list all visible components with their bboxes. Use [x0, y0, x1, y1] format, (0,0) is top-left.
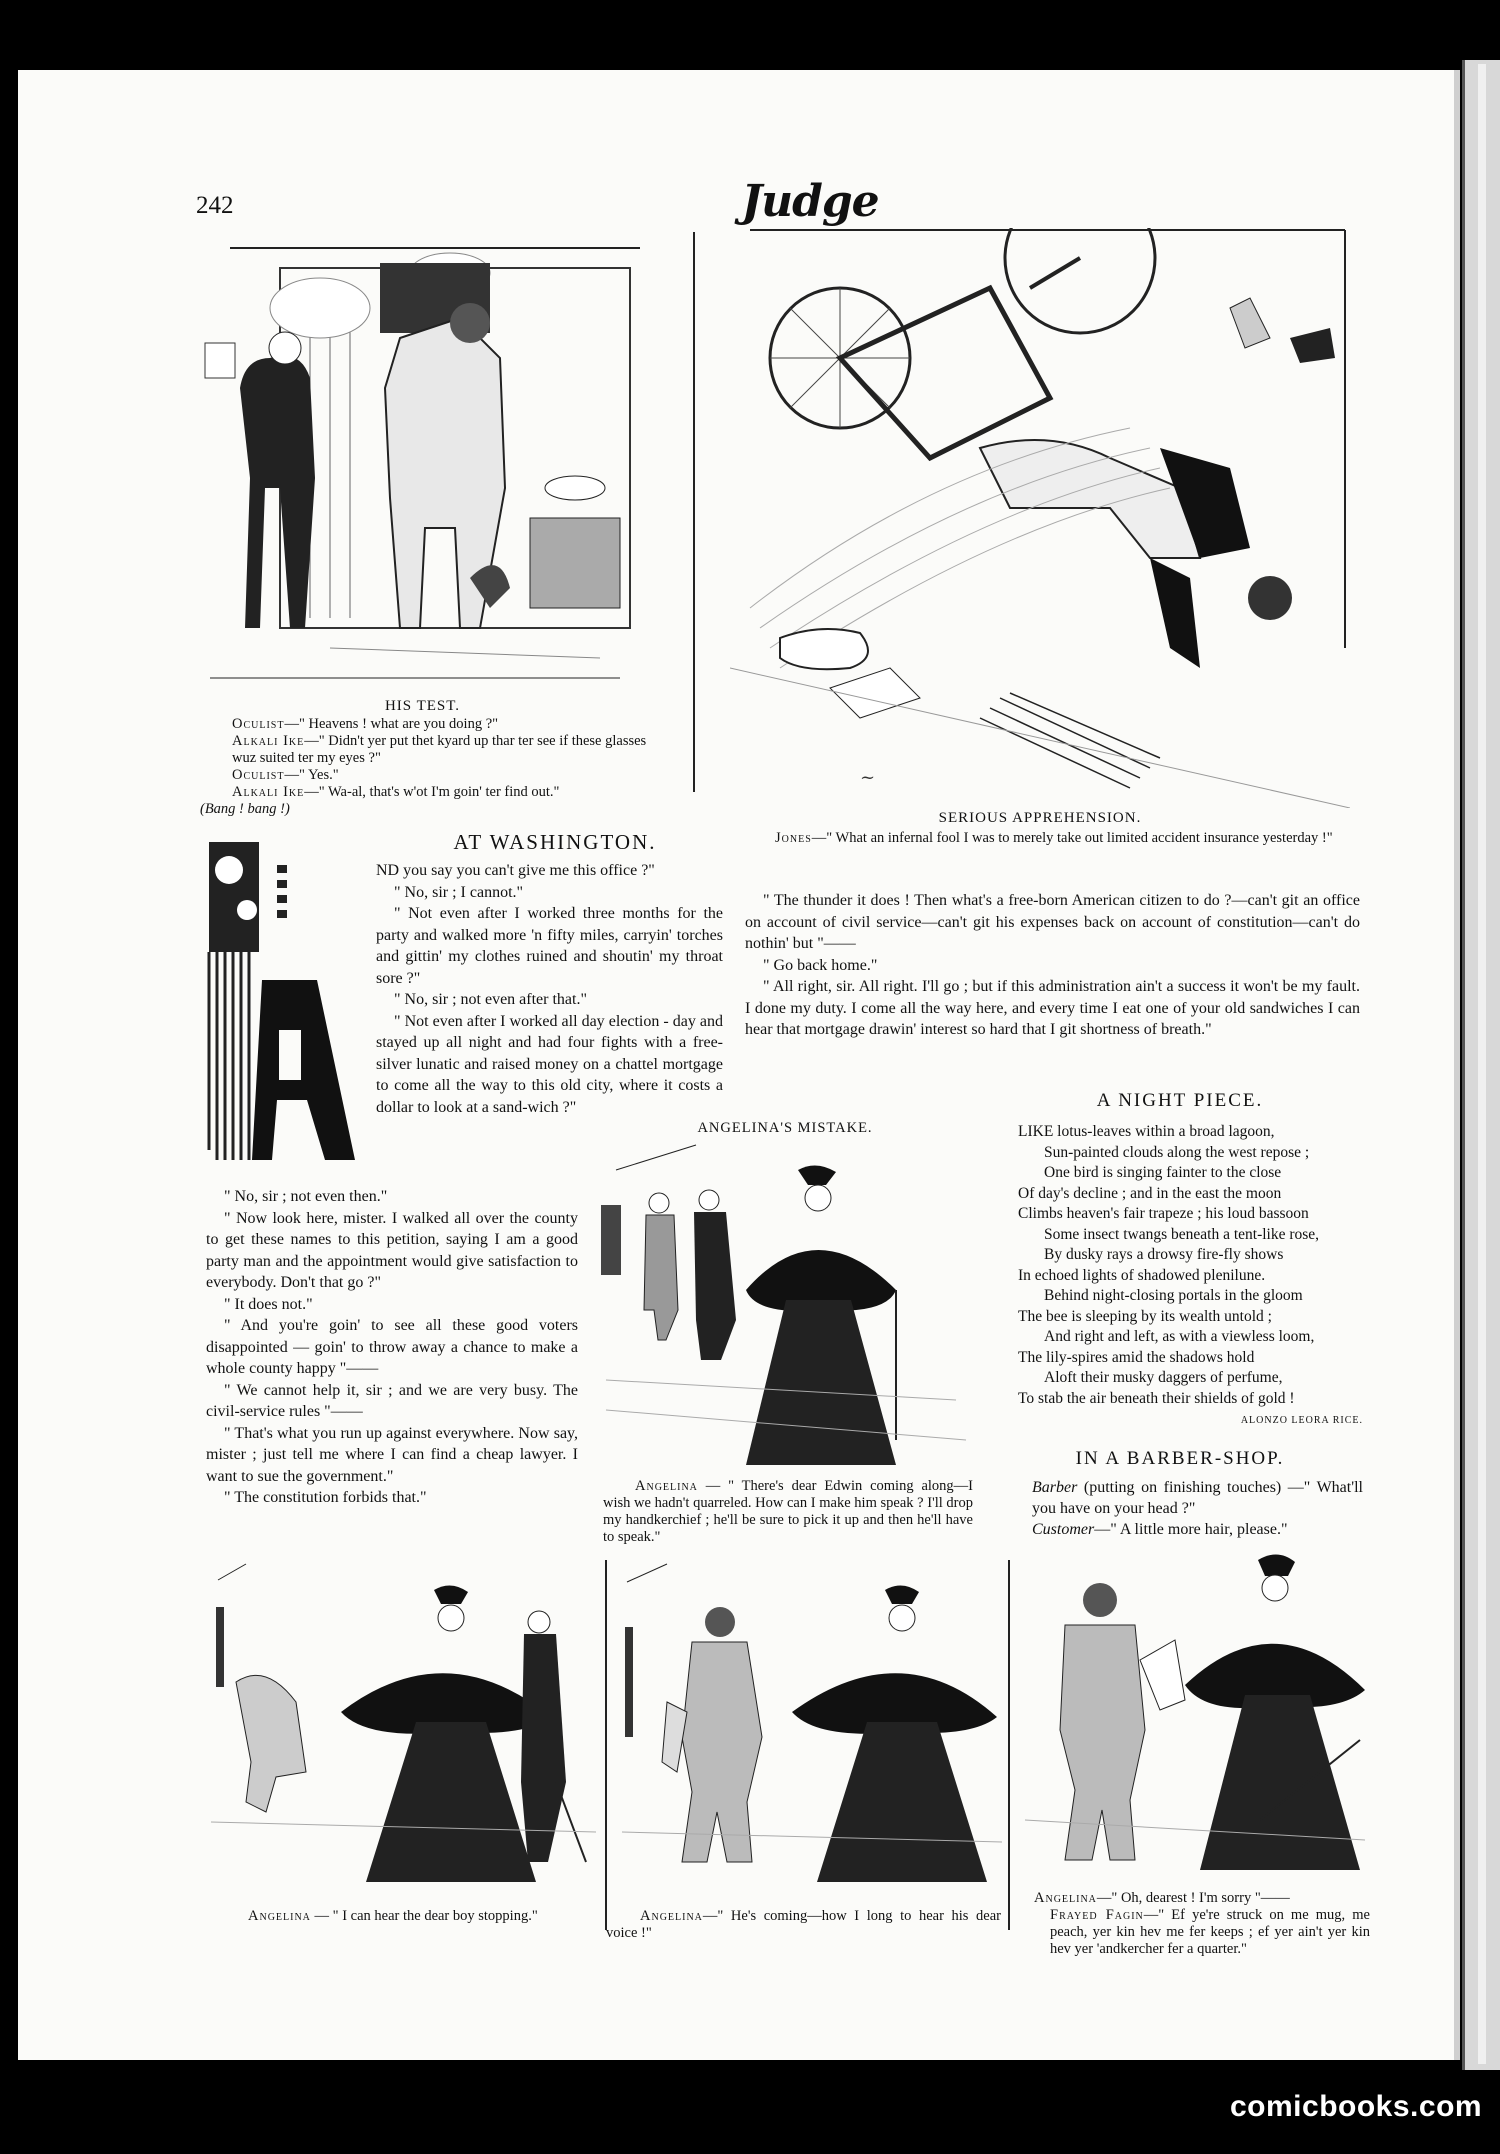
washington-p2: " No, sir ; I cannot." — [394, 883, 524, 901]
his-test-line-2: —" Didn't yer put thet kyard up thar ter see if these glasses wuz suited ter my eyes ?" — [232, 733, 647, 766]
poem-line-1: LIKE lotus-leaves within a broad lagoon, — [1018, 1123, 1275, 1140]
page-number: 242 — [196, 192, 234, 219]
panel-2-text: — " I can hear the dear boy stopping." — [310, 1908, 538, 1924]
serious-apprehension-title: SERIOUS APPREHENSION. — [938, 810, 1142, 826]
at-washington-title: AT WASHINGTON. — [453, 830, 657, 854]
washington-p14: " Go back home." — [763, 956, 878, 974]
barber-line: (putting on finishing touches) —" What'll you have on your head ?" — [1032, 1479, 1364, 1517]
washington-p8: " It does not." — [224, 1295, 313, 1313]
poem-line-10: The bee is sleeping by its wealth untold ; — [1018, 1307, 1272, 1325]
divider-bottom-1 — [605, 1560, 607, 1930]
poem-author: ALONZO LEORA RICE. — [1240, 1415, 1363, 1426]
angelina-panel-1-caption — [603, 1478, 973, 1546]
panel-1-text: — " There's dear Edwin coming along—I wish we hadn't quarreled. How can I make him speak ? I'll drop my handkerchief ; he'll be sure to pick it up and then he'll have to speak." — [603, 1478, 973, 1545]
panel-2-speaker: Angelina — [248, 1908, 311, 1924]
washington-p1: ND you say you can't give me this office ?" — [376, 862, 655, 879]
his-test-line-3: —" Yes." — [284, 767, 339, 783]
poem-line-13: Aloft their musky daggers of perfume, — [1044, 1369, 1283, 1386]
washington-p3: " Not even after I worked three months for the party and walked more 'n fifty miles, carryin' torches and gittin' my clothes ruined and shoutin' my throat sore ?" — [376, 905, 723, 987]
poem-line-8: In echoed lights of shadowed plenilune. — [1018, 1266, 1266, 1284]
poem-line-5: Climbs heaven's fair trapeze ; his loud bassoon — [1018, 1205, 1309, 1222]
his-test-caption — [200, 716, 655, 818]
washington-p15: " All right, sir. All right. I'll go ; but if this administration ain't a success it won't be my fault. I done my duty. I come all the way here, and every time I eat one of your old sandwiches I can hear that mortgage drawin' interest so hard that I git shortness of breath." — [745, 978, 1360, 1038]
washington-p7: " Now look here, mister. I walked all over the county to get these names to this petition, saying I am a good party man and the appointment would give satisfaction to everybody. Don't that go ?" — [206, 1209, 578, 1291]
poem-line-12: The lily-spires amid the shadows hold — [1018, 1348, 1255, 1366]
angelinas-mistake-title: ANGELINA'S MISTAKE. — [697, 1120, 873, 1136]
his-test-speaker-2: Alkali Ike — [232, 733, 305, 749]
poem-line-14: To stab the air beneath their shields of gold ! — [1018, 1389, 1295, 1407]
washington-p4: " No, sir ; not even after that." — [394, 991, 588, 1008]
at-washington-col1-top — [376, 860, 723, 1118]
his-test-illustration — [200, 228, 645, 688]
barber-speaker: Barber — [1032, 1479, 1078, 1496]
washington-p6: " No, sir ; not even then." — [224, 1188, 388, 1205]
night-piece-title: A NIGHT PIECE. — [1096, 1090, 1264, 1111]
panel-4-text-2: —" Ef ye're struck on me mug, me peach, yer kin hev me fer keeps ; ef yer ain't yer kin hev yer 'andkercher fer a quarter." — [1050, 1907, 1370, 1957]
washington-p5: " Not even after I worked all day election - day and stayed up all night and had four fights with a free-silver lunatic and raised money on a chattel mortgage to come all the way to this old city, where it costs a dollar to look at a sand-wich ?" — [376, 1012, 723, 1116]
panel-3-text: —" He's coming—how I long to hear his dear voice !" — [606, 1908, 1001, 1941]
panel-3-speaker: Angelina — [640, 1908, 703, 1924]
poem-line-9: Behind night-closing portals in the gloom — [1044, 1287, 1303, 1304]
his-test-title: HIS TEST. — [384, 698, 461, 714]
poem-line-11: And right and left, as with a viewless loom, — [1044, 1328, 1315, 1345]
angelina-panel-1-illustration — [596, 1140, 972, 1475]
washington-p9: " And you're goin' to see all these good voters disappointed — goin' to throw away a chance to make a whole county happy "—— — [206, 1317, 578, 1377]
poem-line-3: One bird is singing fainter to the close — [1044, 1164, 1282, 1181]
poem-line-7: By dusky rays a drowsy fire-fly shows — [1044, 1246, 1284, 1263]
watermark: comicbooks.com — [1230, 2090, 1483, 2123]
serious-apprehension-text: —" What an infernal fool I was to merely take out limited accident insurance yesterday !" — [811, 830, 1333, 846]
his-test-line-4: —" Wa-al, that's w'ot I'm goin' ter find out." — [304, 784, 560, 800]
panel-1-speaker: Angelina — [635, 1478, 698, 1494]
serious-apprehension-speaker: Jones — [775, 830, 812, 846]
customer-line: —" A little more hair, please." — [1094, 1521, 1288, 1538]
panel-4-speaker: Angelina — [1034, 1890, 1097, 1906]
washington-p12: " The constitution forbids that." — [224, 1489, 427, 1506]
angelina-panel-3-caption — [606, 1908, 1001, 1942]
washington-p10: " We cannot help it, sir ; and we are very busy. The civil-service rules "—— — [206, 1381, 578, 1420]
angelina-panel-3-illustration — [617, 1562, 1005, 1892]
washington-p13: " The thunder it does ! Then what's a free-born American citizen to do ?—can't git an office on account of civil service—can't git his expenses back on account of constitution—can't do nothin' but "—— — [745, 892, 1360, 952]
angelina-panel-4-caption — [1022, 1890, 1370, 1958]
svg-text:~: ~ — [860, 767, 876, 788]
barber-shop-title: IN A BARBER-SHOP. — [1075, 1448, 1285, 1469]
his-test-aside: (Bang ! bang !) — [200, 801, 290, 817]
poem-line-6: Some insect twangs beneath a tent-like rose, — [1044, 1225, 1320, 1243]
poem-line-4: Of day's decline ; and in the east the moon — [1018, 1184, 1282, 1202]
panel-4-text: —" Oh, dearest ! I'm sorry "—— — [1096, 1890, 1290, 1906]
at-washington-col2 — [745, 890, 1360, 1041]
divider-bottom-2 — [1008, 1560, 1010, 1930]
at-washington-col1-bottom — [206, 1186, 578, 1509]
angelina-panel-2-illustration — [206, 1562, 598, 1892]
washington-p11: " That's what you run up against everywhere. Now say, mister ; just tell me where I can find a cheap lawyer. I want to sue the government." — [206, 1424, 578, 1485]
page-edge-inner — [1478, 64, 1486, 2064]
his-test-speaker-4: Alkali Ike — [232, 784, 305, 800]
masthead-judge: Judge — [741, 176, 879, 227]
night-piece-poem — [1018, 1122, 1363, 1432]
his-test-speaker-3: Oculist — [232, 767, 285, 783]
his-test-speaker-1: Oculist — [232, 716, 285, 732]
serious-apprehension-caption — [745, 830, 1360, 847]
poem-line-2: Sun-painted clouds along the west repose ; — [1044, 1143, 1310, 1161]
his-test-line-1: —" Heavens ! what are you doing ?" — [284, 716, 499, 732]
angelina-panel-4-illustration — [1020, 1540, 1370, 1880]
barber-shop-text — [1018, 1477, 1363, 1540]
panel-4-speaker-2: Frayed Fagin — [1050, 1907, 1144, 1923]
serious-apprehension-illustration — [730, 228, 1350, 808]
angelina-panel-2-caption — [206, 1908, 586, 1925]
divider-top — [693, 232, 695, 792]
drop-cap-a-illustration — [207, 840, 357, 1170]
customer-speaker: Customer — [1032, 1521, 1095, 1538]
